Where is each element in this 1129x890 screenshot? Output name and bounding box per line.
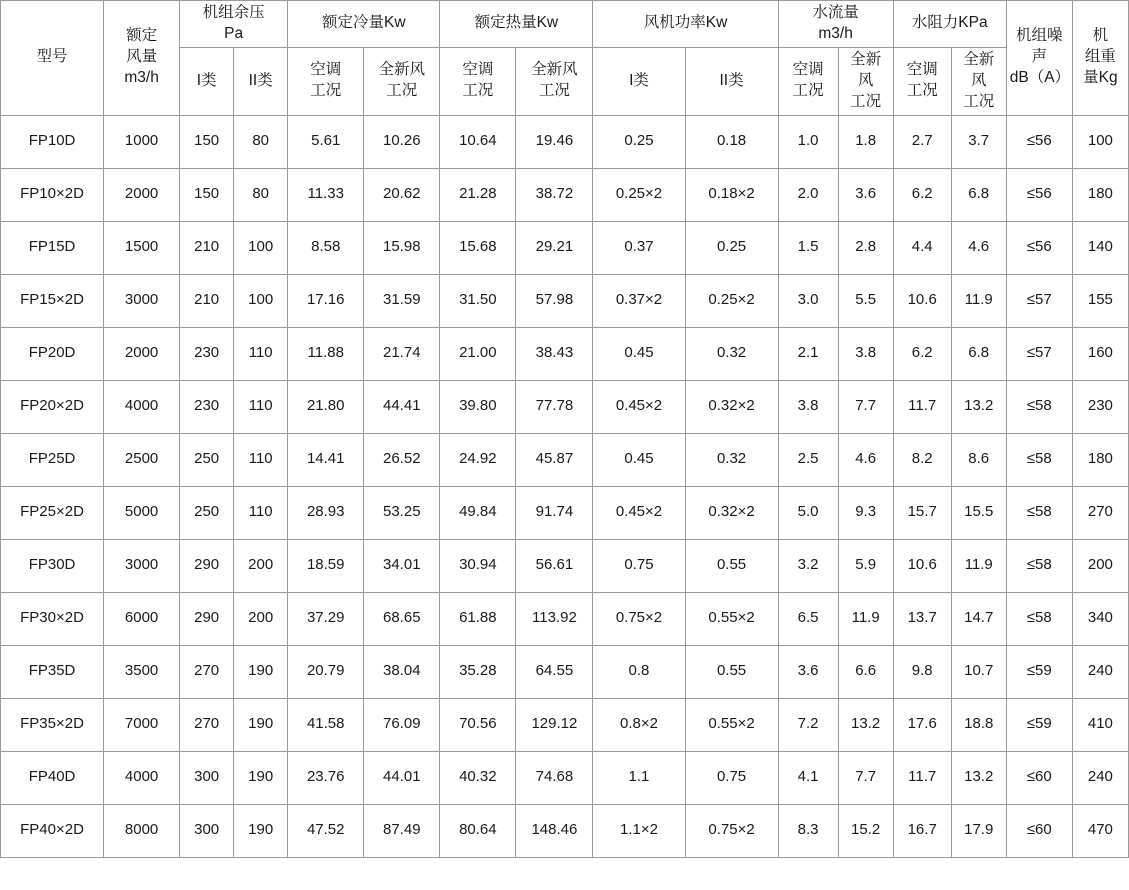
cell-noise: ≤56 (1006, 168, 1072, 221)
header-cooling-fa-line2: 工况 (386, 82, 418, 100)
header-residual-pressure-unit: Pa (224, 24, 244, 42)
cell-pressure-class1: 290 (180, 539, 234, 592)
header-wf-fa-line2: 风 (857, 71, 874, 89)
cell-cooling-fresh-air: 44.41 (364, 380, 440, 433)
cell-pressure-class1: 210 (180, 274, 234, 327)
cell-pressure-class2: 80 (234, 115, 288, 168)
cell-heating-ac: 40.32 (440, 751, 516, 804)
cell-fan-power-class1: 0.25×2 (593, 168, 685, 221)
table-row (1, 539, 1129, 592)
cell-heating-ac: 70.56 (440, 698, 516, 751)
cell-cooling-ac: 47.52 (288, 804, 364, 857)
header-air-volume-line3: m3/h (124, 69, 159, 87)
cell-water-resistance-ac: 6.2 (893, 327, 951, 380)
header-cooling-ac-condition (288, 47, 364, 115)
cell-pressure-class2: 110 (234, 486, 288, 539)
header-water-flow-ac-condition (778, 47, 838, 115)
cell-water-flow-ac: 2.0 (778, 168, 838, 221)
header-wf-ac-line1: 空调 (792, 61, 824, 79)
cell-noise: ≤58 (1006, 592, 1072, 645)
cell-model: FP15D (1, 221, 104, 274)
cell-heating-ac: 24.92 (440, 433, 516, 486)
cell-weight: 240 (1072, 645, 1128, 698)
cell-fan-power-class1: 0.8×2 (593, 698, 685, 751)
cell-water-resistance-fresh-air: 11.9 (951, 274, 1006, 327)
cell-water-flow-fresh-air: 6.6 (838, 645, 893, 698)
cell-cooling-fresh-air: 68.65 (364, 592, 440, 645)
table-row (1, 804, 1129, 857)
cell-noise: ≤58 (1006, 486, 1072, 539)
cell-pressure-class1: 250 (180, 433, 234, 486)
header-weight-line2: 组重 (1084, 48, 1116, 66)
header-air-volume-line2: 风量 (126, 48, 158, 66)
header-weight-line1: 机 (1092, 27, 1109, 45)
cell-cooling-fresh-air: 20.62 (364, 168, 440, 221)
cell-water-resistance-ac: 17.6 (893, 698, 951, 751)
cell-cooling-ac: 28.93 (288, 486, 364, 539)
table-row (1, 751, 1129, 804)
header-noise-line3: dB（A） (1009, 69, 1071, 87)
cell-water-flow-ac: 6.5 (778, 592, 838, 645)
cell-pressure-class2: 190 (234, 698, 288, 751)
cell-pressure-class2: 100 (234, 221, 288, 274)
cell-water-flow-fresh-air: 4.6 (838, 433, 893, 486)
cell-model: FP15×2D (1, 274, 104, 327)
header-water-flow-label: 水流量 (812, 4, 859, 21)
cell-water-flow-ac: 3.2 (778, 539, 838, 592)
cell-heating-fresh-air: 91.74 (516, 486, 593, 539)
header-fan-power-class2: II类 (685, 47, 778, 115)
cell-water-resistance-ac: 10.6 (893, 274, 951, 327)
cell-cooling-fresh-air: 53.25 (364, 486, 440, 539)
cell-fan-power-class2: 0.32×2 (685, 486, 778, 539)
cell-air-volume: 8000 (104, 804, 180, 857)
cell-pressure-class2: 200 (234, 592, 288, 645)
header-cooling-fa-line1: 全新风 (378, 61, 426, 79)
cell-pressure-class2: 190 (234, 804, 288, 857)
cell-water-resistance-fresh-air: 13.2 (951, 380, 1006, 433)
cell-air-volume: 2500 (104, 433, 180, 486)
header-fan-power-class1: I类 (593, 47, 685, 115)
header-water-flow (778, 1, 893, 48)
cell-fan-power-class1: 1.1 (593, 751, 685, 804)
cell-water-resistance-ac: 15.7 (893, 486, 951, 539)
cell-water-flow-fresh-air: 5.9 (838, 539, 893, 592)
cell-water-resistance-ac: 16.7 (893, 804, 951, 857)
cell-noise: ≤60 (1006, 804, 1072, 857)
cell-fan-power-class2: 0.55×2 (685, 698, 778, 751)
cell-noise: ≤56 (1006, 221, 1072, 274)
cell-pressure-class1: 300 (180, 751, 234, 804)
cell-heating-ac: 21.00 (440, 327, 516, 380)
table-row (1, 592, 1129, 645)
cell-fan-power-class2: 0.55×2 (685, 592, 778, 645)
cell-heating-ac: 31.50 (440, 274, 516, 327)
cell-cooling-fresh-air: 21.74 (364, 327, 440, 380)
header-air-volume-line1: 额定 (126, 27, 158, 45)
header-pressure-class2: II类 (234, 47, 288, 115)
header-weight (1072, 1, 1128, 116)
cell-cooling-ac: 21.80 (288, 380, 364, 433)
cell-pressure-class2: 190 (234, 645, 288, 698)
cell-fan-power-class2: 0.32×2 (685, 380, 778, 433)
cell-cooling-fresh-air: 15.98 (364, 221, 440, 274)
cell-air-volume: 4000 (104, 751, 180, 804)
table-row (1, 698, 1129, 751)
header-noise (1006, 1, 1072, 116)
cell-water-resistance-fresh-air: 11.9 (951, 539, 1006, 592)
cell-noise: ≤56 (1006, 115, 1072, 168)
cell-model: FP25×2D (1, 486, 104, 539)
cell-water-flow-fresh-air: 9.3 (838, 486, 893, 539)
cell-cooling-ac: 41.58 (288, 698, 364, 751)
header-noise-line1: 机组噪 (1016, 27, 1063, 45)
cell-water-resistance-fresh-air: 6.8 (951, 168, 1006, 221)
cell-model: FP10D (1, 115, 104, 168)
cell-pressure-class2: 110 (234, 380, 288, 433)
cell-weight: 410 (1072, 698, 1128, 751)
table-row (1, 221, 1129, 274)
cell-water-flow-fresh-air: 5.5 (838, 274, 893, 327)
cell-air-volume: 4000 (104, 380, 180, 433)
cell-model: FP20D (1, 327, 104, 380)
cell-weight: 340 (1072, 592, 1128, 645)
cell-weight: 470 (1072, 804, 1128, 857)
header-residual-pressure-label: 机组余压 (202, 4, 265, 21)
cell-water-resistance-ac: 6.2 (893, 168, 951, 221)
cell-fan-power-class2: 0.32 (685, 327, 778, 380)
table-row (1, 274, 1129, 327)
cell-water-resistance-ac: 11.7 (893, 380, 951, 433)
cell-cooling-fresh-air: 26.52 (364, 433, 440, 486)
table-body (1, 115, 1129, 857)
cell-air-volume: 5000 (104, 486, 180, 539)
cell-water-flow-ac: 3.6 (778, 645, 838, 698)
cell-pressure-class1: 210 (180, 221, 234, 274)
cell-weight: 155 (1072, 274, 1128, 327)
header-cooling-ac-line1: 空调 (310, 61, 342, 79)
cell-weight: 230 (1072, 380, 1128, 433)
header-heating-ac-line2: 工况 (462, 82, 494, 100)
cell-cooling-fresh-air: 76.09 (364, 698, 440, 751)
cell-air-volume: 7000 (104, 698, 180, 751)
cell-cooling-ac: 20.79 (288, 645, 364, 698)
header-row-group (1, 1, 1129, 48)
cell-heating-fresh-air: 148.46 (516, 804, 593, 857)
cell-water-flow-ac: 1.5 (778, 221, 838, 274)
header-heating-ac-condition (440, 47, 516, 115)
header-cooling-fresh-air-condition (364, 47, 440, 115)
cell-water-resistance-ac: 2.7 (893, 115, 951, 168)
cell-cooling-ac: 11.33 (288, 168, 364, 221)
cell-water-flow-fresh-air: 1.8 (838, 115, 893, 168)
cell-pressure-class1: 150 (180, 168, 234, 221)
cell-heating-fresh-air: 29.21 (516, 221, 593, 274)
cell-water-flow-ac: 4.1 (778, 751, 838, 804)
cell-heating-ac: 61.88 (440, 592, 516, 645)
cell-heating-fresh-air: 77.78 (516, 380, 593, 433)
cell-heating-ac: 49.84 (440, 486, 516, 539)
cell-heating-fresh-air: 38.72 (516, 168, 593, 221)
cell-air-volume: 1000 (104, 115, 180, 168)
cell-model: FP20×2D (1, 380, 104, 433)
cell-fan-power-class1: 0.45×2 (593, 486, 685, 539)
cell-heating-ac: 30.94 (440, 539, 516, 592)
cell-weight: 160 (1072, 327, 1128, 380)
header-wr-fa-line1: 全新 (963, 50, 995, 68)
table-row (1, 168, 1129, 221)
header-heating-ac-line1: 空调 (462, 61, 494, 79)
cell-fan-power-class1: 0.45 (593, 433, 685, 486)
cell-water-flow-fresh-air: 2.8 (838, 221, 893, 274)
cell-model: FP25D (1, 433, 104, 486)
cell-water-resistance-ac: 8.2 (893, 433, 951, 486)
cell-heating-ac: 21.28 (440, 168, 516, 221)
cell-water-flow-ac: 7.2 (778, 698, 838, 751)
cell-fan-power-class1: 0.37×2 (593, 274, 685, 327)
cell-water-flow-ac: 3.8 (778, 380, 838, 433)
cell-water-flow-fresh-air: 3.6 (838, 168, 893, 221)
header-fan-power: 风机功率Kw (593, 1, 778, 48)
cell-water-flow-fresh-air: 3.8 (838, 327, 893, 380)
cell-cooling-fresh-air: 31.59 (364, 274, 440, 327)
cell-heating-ac: 15.68 (440, 221, 516, 274)
header-heating-fresh-air-condition (516, 47, 593, 115)
cell-fan-power-class2: 0.75×2 (685, 804, 778, 857)
cell-pressure-class1: 250 (180, 486, 234, 539)
header-cooling-ac-line2: 工况 (310, 82, 342, 100)
cell-weight: 180 (1072, 168, 1128, 221)
cell-pressure-class1: 270 (180, 645, 234, 698)
cell-fan-power-class2: 0.18 (685, 115, 778, 168)
header-wr-fa-line2: 风 (970, 71, 987, 89)
header-air-volume (104, 1, 180, 116)
cell-air-volume: 6000 (104, 592, 180, 645)
cell-pressure-class1: 230 (180, 380, 234, 433)
cell-fan-power-class1: 0.37 (593, 221, 685, 274)
cell-water-resistance-fresh-air: 6.8 (951, 327, 1006, 380)
table-header (1, 1, 1129, 116)
cell-air-volume: 3000 (104, 274, 180, 327)
cell-cooling-ac: 17.16 (288, 274, 364, 327)
cell-fan-power-class2: 0.55 (685, 539, 778, 592)
cell-pressure-class1: 290 (180, 592, 234, 645)
cell-weight: 240 (1072, 751, 1128, 804)
cell-cooling-ac: 11.88 (288, 327, 364, 380)
header-water-resistance: 水阻力KPa (893, 1, 1006, 48)
cell-water-flow-fresh-air: 7.7 (838, 751, 893, 804)
header-noise-line2: 声 (1031, 48, 1048, 66)
cell-fan-power-class2: 0.32 (685, 433, 778, 486)
cell-water-flow-ac: 2.5 (778, 433, 838, 486)
cell-water-resistance-fresh-air: 10.7 (951, 645, 1006, 698)
table-row (1, 380, 1129, 433)
cell-heating-ac: 80.64 (440, 804, 516, 857)
cell-pressure-class1: 230 (180, 327, 234, 380)
cell-heating-fresh-air: 74.68 (516, 751, 593, 804)
cell-noise: ≤57 (1006, 274, 1072, 327)
cell-cooling-fresh-air: 44.01 (364, 751, 440, 804)
cell-water-resistance-fresh-air: 3.7 (951, 115, 1006, 168)
cell-noise: ≤58 (1006, 539, 1072, 592)
cell-water-flow-fresh-air: 7.7 (838, 380, 893, 433)
cell-fan-power-class2: 0.25 (685, 221, 778, 274)
header-water-flow-fresh-air-condition (838, 47, 893, 115)
cell-water-resistance-fresh-air: 17.9 (951, 804, 1006, 857)
cell-noise: ≤60 (1006, 751, 1072, 804)
cell-water-resistance-fresh-air: 8.6 (951, 433, 1006, 486)
cell-model: FP40×2D (1, 804, 104, 857)
cell-cooling-ac: 14.41 (288, 433, 364, 486)
cell-water-flow-ac: 3.0 (778, 274, 838, 327)
cell-model: FP35×2D (1, 698, 104, 751)
cell-fan-power-class2: 0.25×2 (685, 274, 778, 327)
table-row (1, 433, 1129, 486)
cell-heating-fresh-air: 45.87 (516, 433, 593, 486)
cell-heating-fresh-air: 38.43 (516, 327, 593, 380)
cell-weight: 100 (1072, 115, 1128, 168)
cell-water-resistance-fresh-air: 15.5 (951, 486, 1006, 539)
cell-weight: 200 (1072, 539, 1128, 592)
cell-fan-power-class1: 0.75 (593, 539, 685, 592)
cell-heating-fresh-air: 19.46 (516, 115, 593, 168)
table-row (1, 486, 1129, 539)
cell-heating-fresh-air: 57.98 (516, 274, 593, 327)
cell-fan-power-class1: 0.25 (593, 115, 685, 168)
header-cooling-capacity: 额定冷量Kw (288, 1, 440, 48)
cell-weight: 180 (1072, 433, 1128, 486)
cell-fan-power-class1: 0.45×2 (593, 380, 685, 433)
table-row (1, 115, 1129, 168)
cell-water-flow-ac: 5.0 (778, 486, 838, 539)
cell-water-resistance-fresh-air: 18.8 (951, 698, 1006, 751)
cell-cooling-fresh-air: 38.04 (364, 645, 440, 698)
cell-noise: ≤59 (1006, 698, 1072, 751)
cell-pressure-class2: 200 (234, 539, 288, 592)
cell-model: FP30×2D (1, 592, 104, 645)
cell-fan-power-class2: 0.75 (685, 751, 778, 804)
cell-fan-power-class2: 0.55 (685, 645, 778, 698)
cell-air-volume: 1500 (104, 221, 180, 274)
cell-water-resistance-ac: 13.7 (893, 592, 951, 645)
cell-air-volume: 2000 (104, 327, 180, 380)
cell-heating-fresh-air: 56.61 (516, 539, 593, 592)
header-wf-fa-line3: 工况 (850, 92, 882, 110)
cell-fan-power-class2: 0.18×2 (685, 168, 778, 221)
cell-fan-power-class1: 0.8 (593, 645, 685, 698)
header-water-flow-unit: m3/h (818, 24, 853, 42)
cell-heating-fresh-air: 64.55 (516, 645, 593, 698)
cell-heating-ac: 10.64 (440, 115, 516, 168)
cell-water-resistance-ac: 10.6 (893, 539, 951, 592)
cell-cooling-ac: 37.29 (288, 592, 364, 645)
cell-model: FP35D (1, 645, 104, 698)
cell-water-flow-ac: 1.0 (778, 115, 838, 168)
cell-air-volume: 2000 (104, 168, 180, 221)
cell-air-volume: 3000 (104, 539, 180, 592)
cell-pressure-class2: 110 (234, 327, 288, 380)
cell-pressure-class2: 110 (234, 433, 288, 486)
header-water-resistance-ac-condition (893, 47, 951, 115)
cell-air-volume: 3500 (104, 645, 180, 698)
cell-pressure-class2: 80 (234, 168, 288, 221)
cell-water-resistance-ac: 11.7 (893, 751, 951, 804)
cell-cooling-fresh-air: 87.49 (364, 804, 440, 857)
header-residual-pressure (180, 1, 288, 48)
cell-pressure-class2: 100 (234, 274, 288, 327)
header-wr-ac-line2: 工况 (906, 82, 938, 100)
header-wr-ac-line1: 空调 (906, 61, 938, 79)
header-wf-ac-line2: 工况 (792, 82, 824, 100)
cell-weight: 270 (1072, 486, 1128, 539)
cell-cooling-ac: 5.61 (288, 115, 364, 168)
cell-pressure-class1: 270 (180, 698, 234, 751)
cell-water-resistance-fresh-air: 13.2 (951, 751, 1006, 804)
cell-heating-fresh-air: 113.92 (516, 592, 593, 645)
cell-model: FP10×2D (1, 168, 104, 221)
header-wr-fa-line3: 工况 (963, 92, 995, 110)
cell-fan-power-class1: 1.1×2 (593, 804, 685, 857)
cell-cooling-fresh-air: 34.01 (364, 539, 440, 592)
cell-water-flow-ac: 2.1 (778, 327, 838, 380)
cell-water-resistance-fresh-air: 14.7 (951, 592, 1006, 645)
cell-cooling-ac: 8.58 (288, 221, 364, 274)
cell-water-resistance-ac: 9.8 (893, 645, 951, 698)
cell-model: FP30D (1, 539, 104, 592)
cell-pressure-class1: 150 (180, 115, 234, 168)
header-heating-fa-line1: 全新风 (531, 61, 578, 79)
cell-cooling-ac: 23.76 (288, 751, 364, 804)
table-row (1, 327, 1129, 380)
cell-water-resistance-ac: 4.4 (893, 221, 951, 274)
cell-noise: ≤58 (1006, 380, 1072, 433)
cell-cooling-fresh-air: 10.26 (364, 115, 440, 168)
cell-water-resistance-fresh-air: 4.6 (951, 221, 1006, 274)
cell-weight: 140 (1072, 221, 1128, 274)
cell-heating-ac: 35.28 (440, 645, 516, 698)
cell-water-flow-fresh-air: 15.2 (838, 804, 893, 857)
cell-pressure-class1: 300 (180, 804, 234, 857)
cell-noise: ≤57 (1006, 327, 1072, 380)
header-model: 型号 (1, 1, 104, 116)
cell-noise: ≤58 (1006, 433, 1072, 486)
cell-heating-fresh-air: 129.12 (516, 698, 593, 751)
cell-fan-power-class1: 0.75×2 (593, 592, 685, 645)
cell-cooling-ac: 18.59 (288, 539, 364, 592)
header-heating-fa-line2: 工况 (538, 82, 570, 100)
header-pressure-class1: I类 (180, 47, 234, 115)
cell-fan-power-class1: 0.45 (593, 327, 685, 380)
header-weight-line3: 量Kg (1083, 69, 1118, 87)
cell-water-flow-fresh-air: 11.9 (838, 592, 893, 645)
header-wf-fa-line1: 全新 (850, 50, 882, 68)
cell-pressure-class2: 190 (234, 751, 288, 804)
cell-heating-ac: 39.80 (440, 380, 516, 433)
cell-model: FP40D (1, 751, 104, 804)
header-water-resistance-fresh-air-condition (951, 47, 1006, 115)
table-row (1, 645, 1129, 698)
header-heating-capacity: 额定热量Kw (440, 1, 593, 48)
cell-water-flow-ac: 8.3 (778, 804, 838, 857)
cell-noise: ≤59 (1006, 645, 1072, 698)
cell-water-flow-fresh-air: 13.2 (838, 698, 893, 751)
